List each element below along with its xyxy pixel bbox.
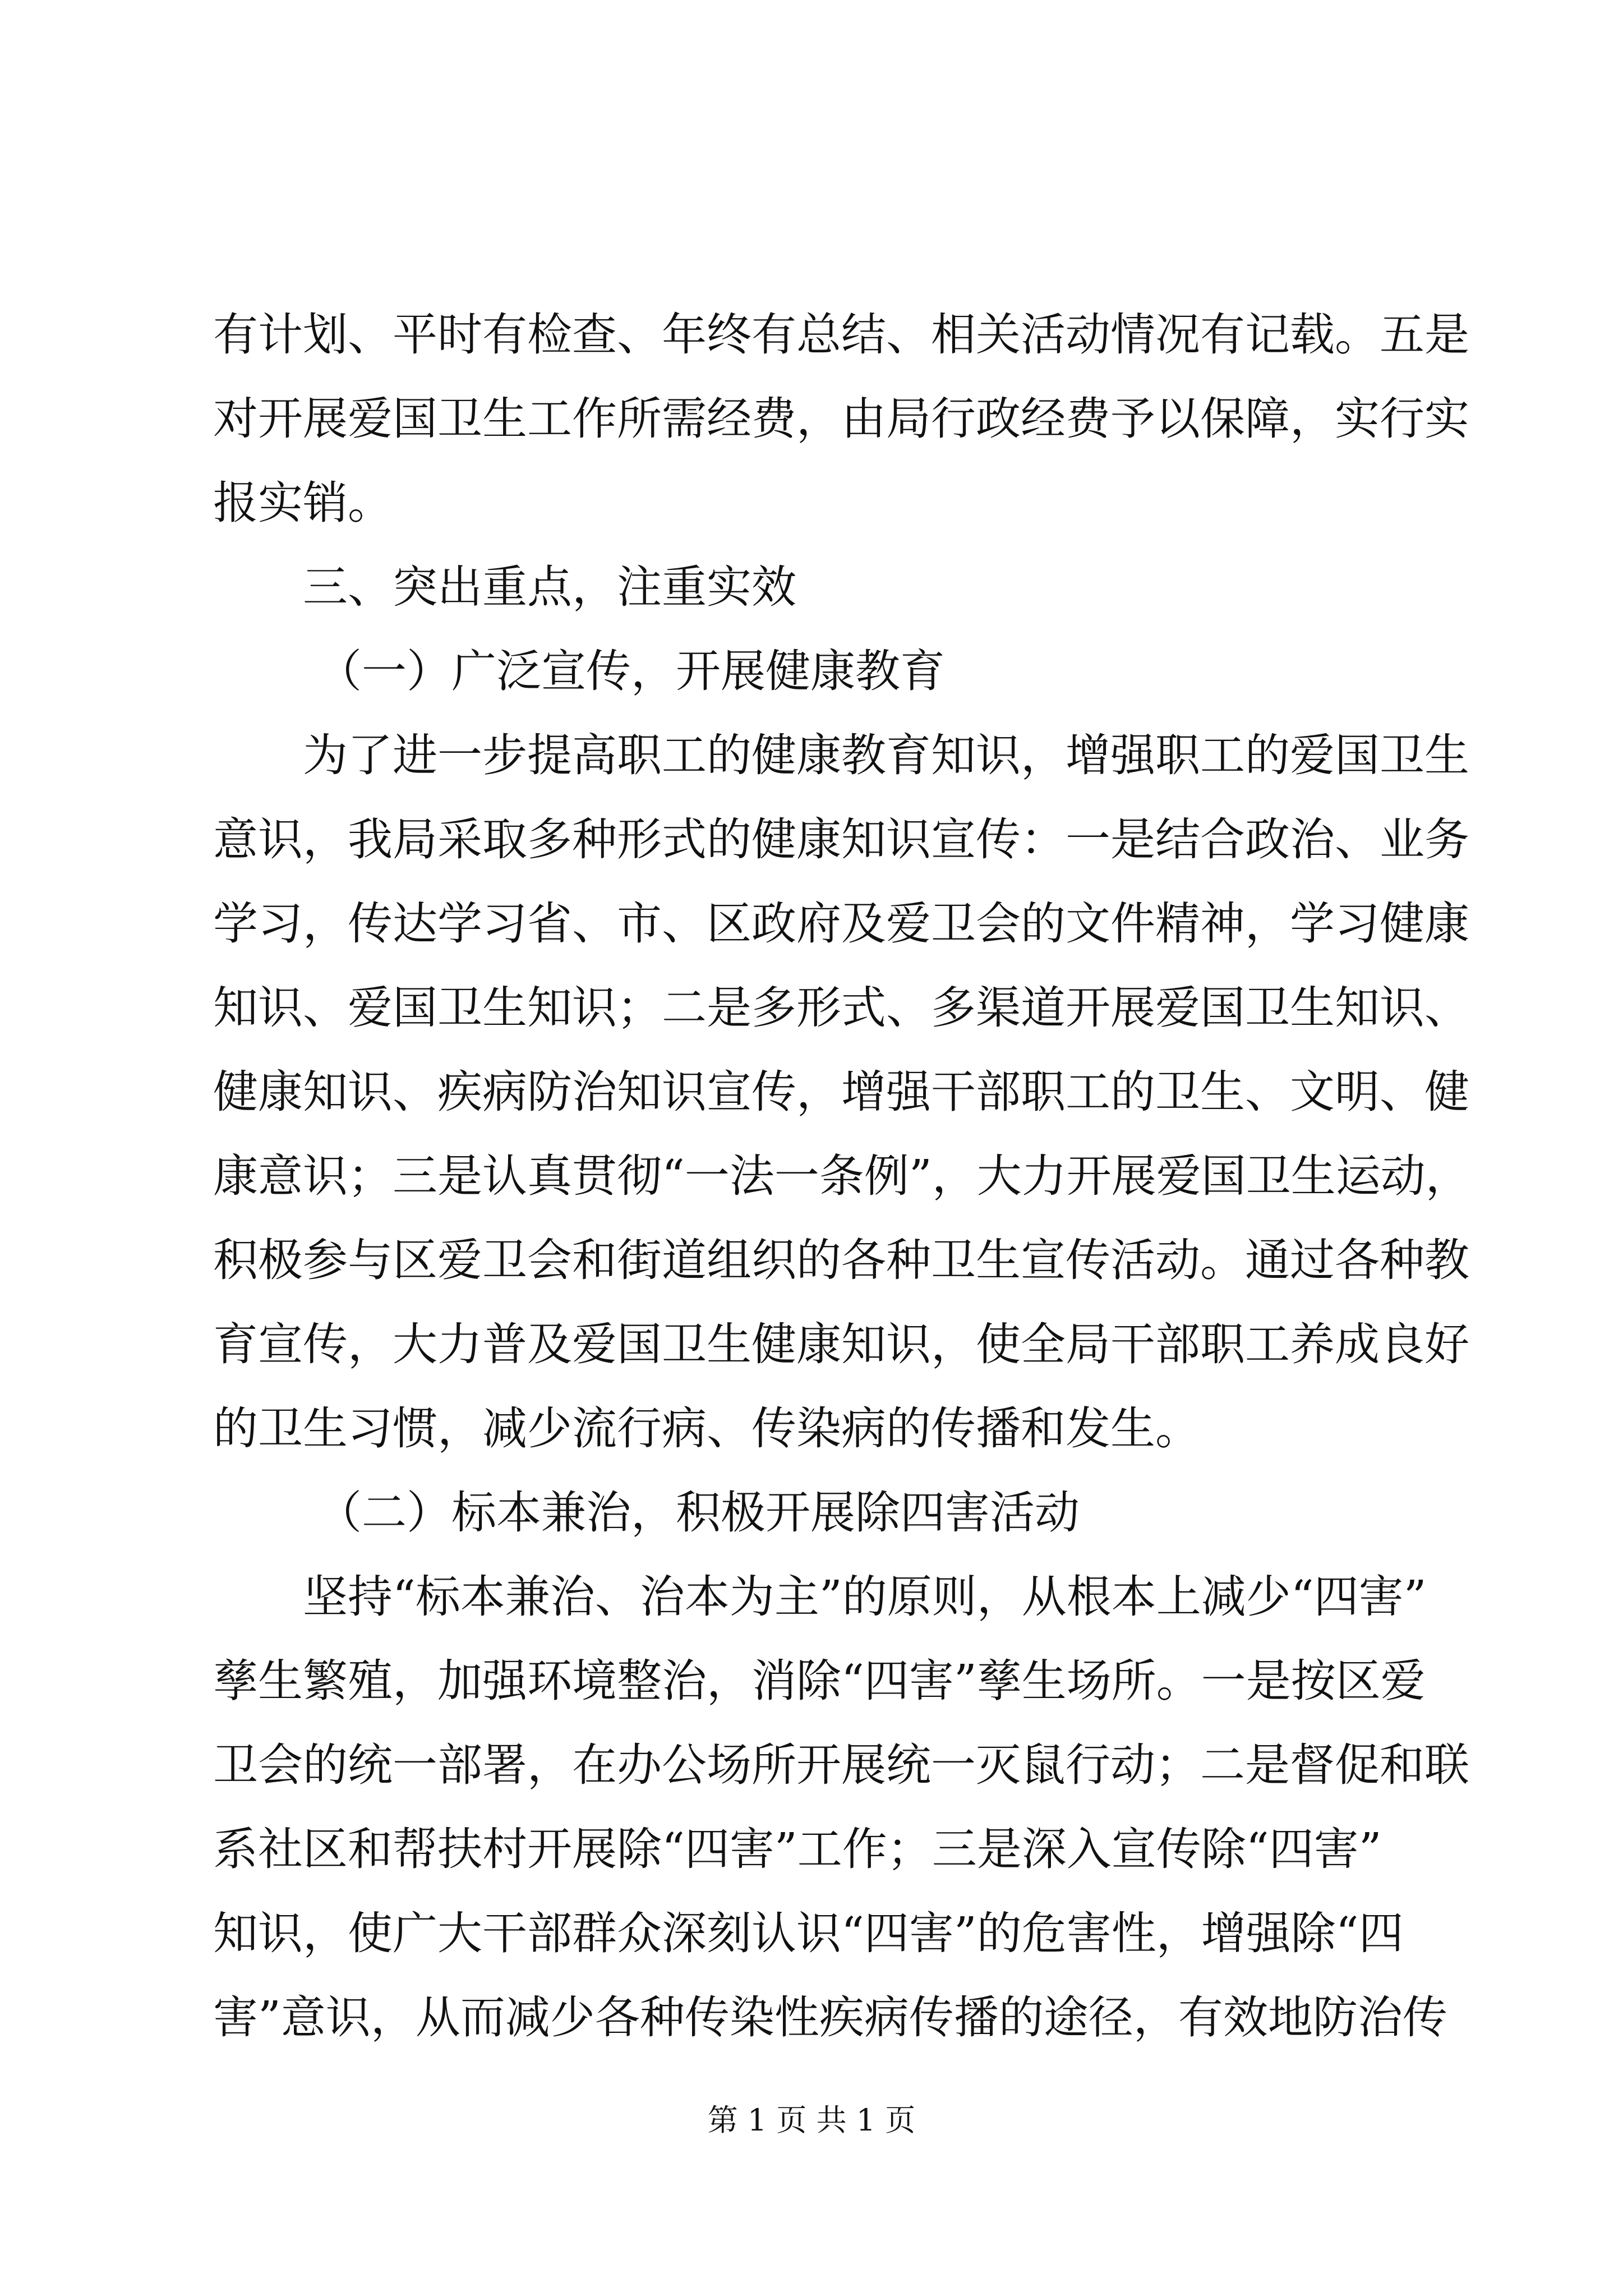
body-line: 学习，传达学习省、市、区政府及爱卫会的文件精神，学习健康 bbox=[213, 898, 1469, 950]
body-line: 害”意识，从而减少各种传染性疾病传播的途径，有效地防治传 bbox=[213, 1991, 1447, 2044]
page-number-footer: 第 1 页 共 1 页 bbox=[707, 2102, 916, 2138]
subsection-heading: （一）广泛宣传，开展健康教育 bbox=[317, 645, 945, 697]
body-line: 育宣传，大力普及爱国卫生健康知识，使全局干部职工养成良好 bbox=[213, 1318, 1469, 1370]
paragraph-first-line: 为了进一步提高职工的健康教育知识，增强职工的爱国卫生 bbox=[303, 729, 1469, 781]
body-line: 积极参与区爱卫会和街道组织的各种卫生宣传活动。通过各种教 bbox=[213, 1234, 1469, 1286]
body-line: 知识、爱国卫生知识；二是多形式、多渠道开展爱国卫生知识、 bbox=[213, 982, 1469, 1034]
body-line: 报实销。 bbox=[213, 477, 393, 529]
section-heading: 三、突出重点，注重实效 bbox=[303, 561, 796, 613]
body-line: 系社区和帮扶村开展除“四害”工作；三是深入宣传除“四害” bbox=[213, 1823, 1382, 1875]
paragraph-first-line: 坚持“标本兼治、治本为主”的原则，从根本上减少“四害” bbox=[303, 1571, 1427, 1623]
body-line: 健康知识、疾病防治知识宣传，增强干部职工的卫生、文明、健 bbox=[213, 1066, 1469, 1118]
body-line: 有计划、平时有检查、年终有总结、相关活动情况有记载。五是 bbox=[213, 309, 1469, 361]
document-body bbox=[213, 293, 1470, 2060]
subsection-heading: （二）标本兼治，积极开展除四害活动 bbox=[317, 1487, 1080, 1539]
body-line: 卫会的统一部署，在办公场所开展统一灭鼠行动；二是督促和联 bbox=[213, 1739, 1469, 1791]
body-line: 对开展爱国卫生工作所需经费，由局行政经费予以保障，实行实 bbox=[213, 393, 1469, 445]
body-line: 的卫生习惯，减少流行病、传染病的传播和发生。 bbox=[213, 1402, 1200, 1455]
body-line: 康意识；三是认真贯彻“一法一条例”，大力开展爱国卫生运动， bbox=[213, 1150, 1470, 1202]
body-line: 孳生繁殖，加强环境整治，消除“四害”孳生场所。一是按区爱 bbox=[213, 1655, 1426, 1707]
body-line: 意识，我局采取多种形式的健康知识宣传：一是结合政治、业务 bbox=[213, 813, 1469, 866]
body-line: 知识，使广大干部群众深刻认识“四害”的危害性，增强除“四 bbox=[213, 1907, 1404, 1959]
